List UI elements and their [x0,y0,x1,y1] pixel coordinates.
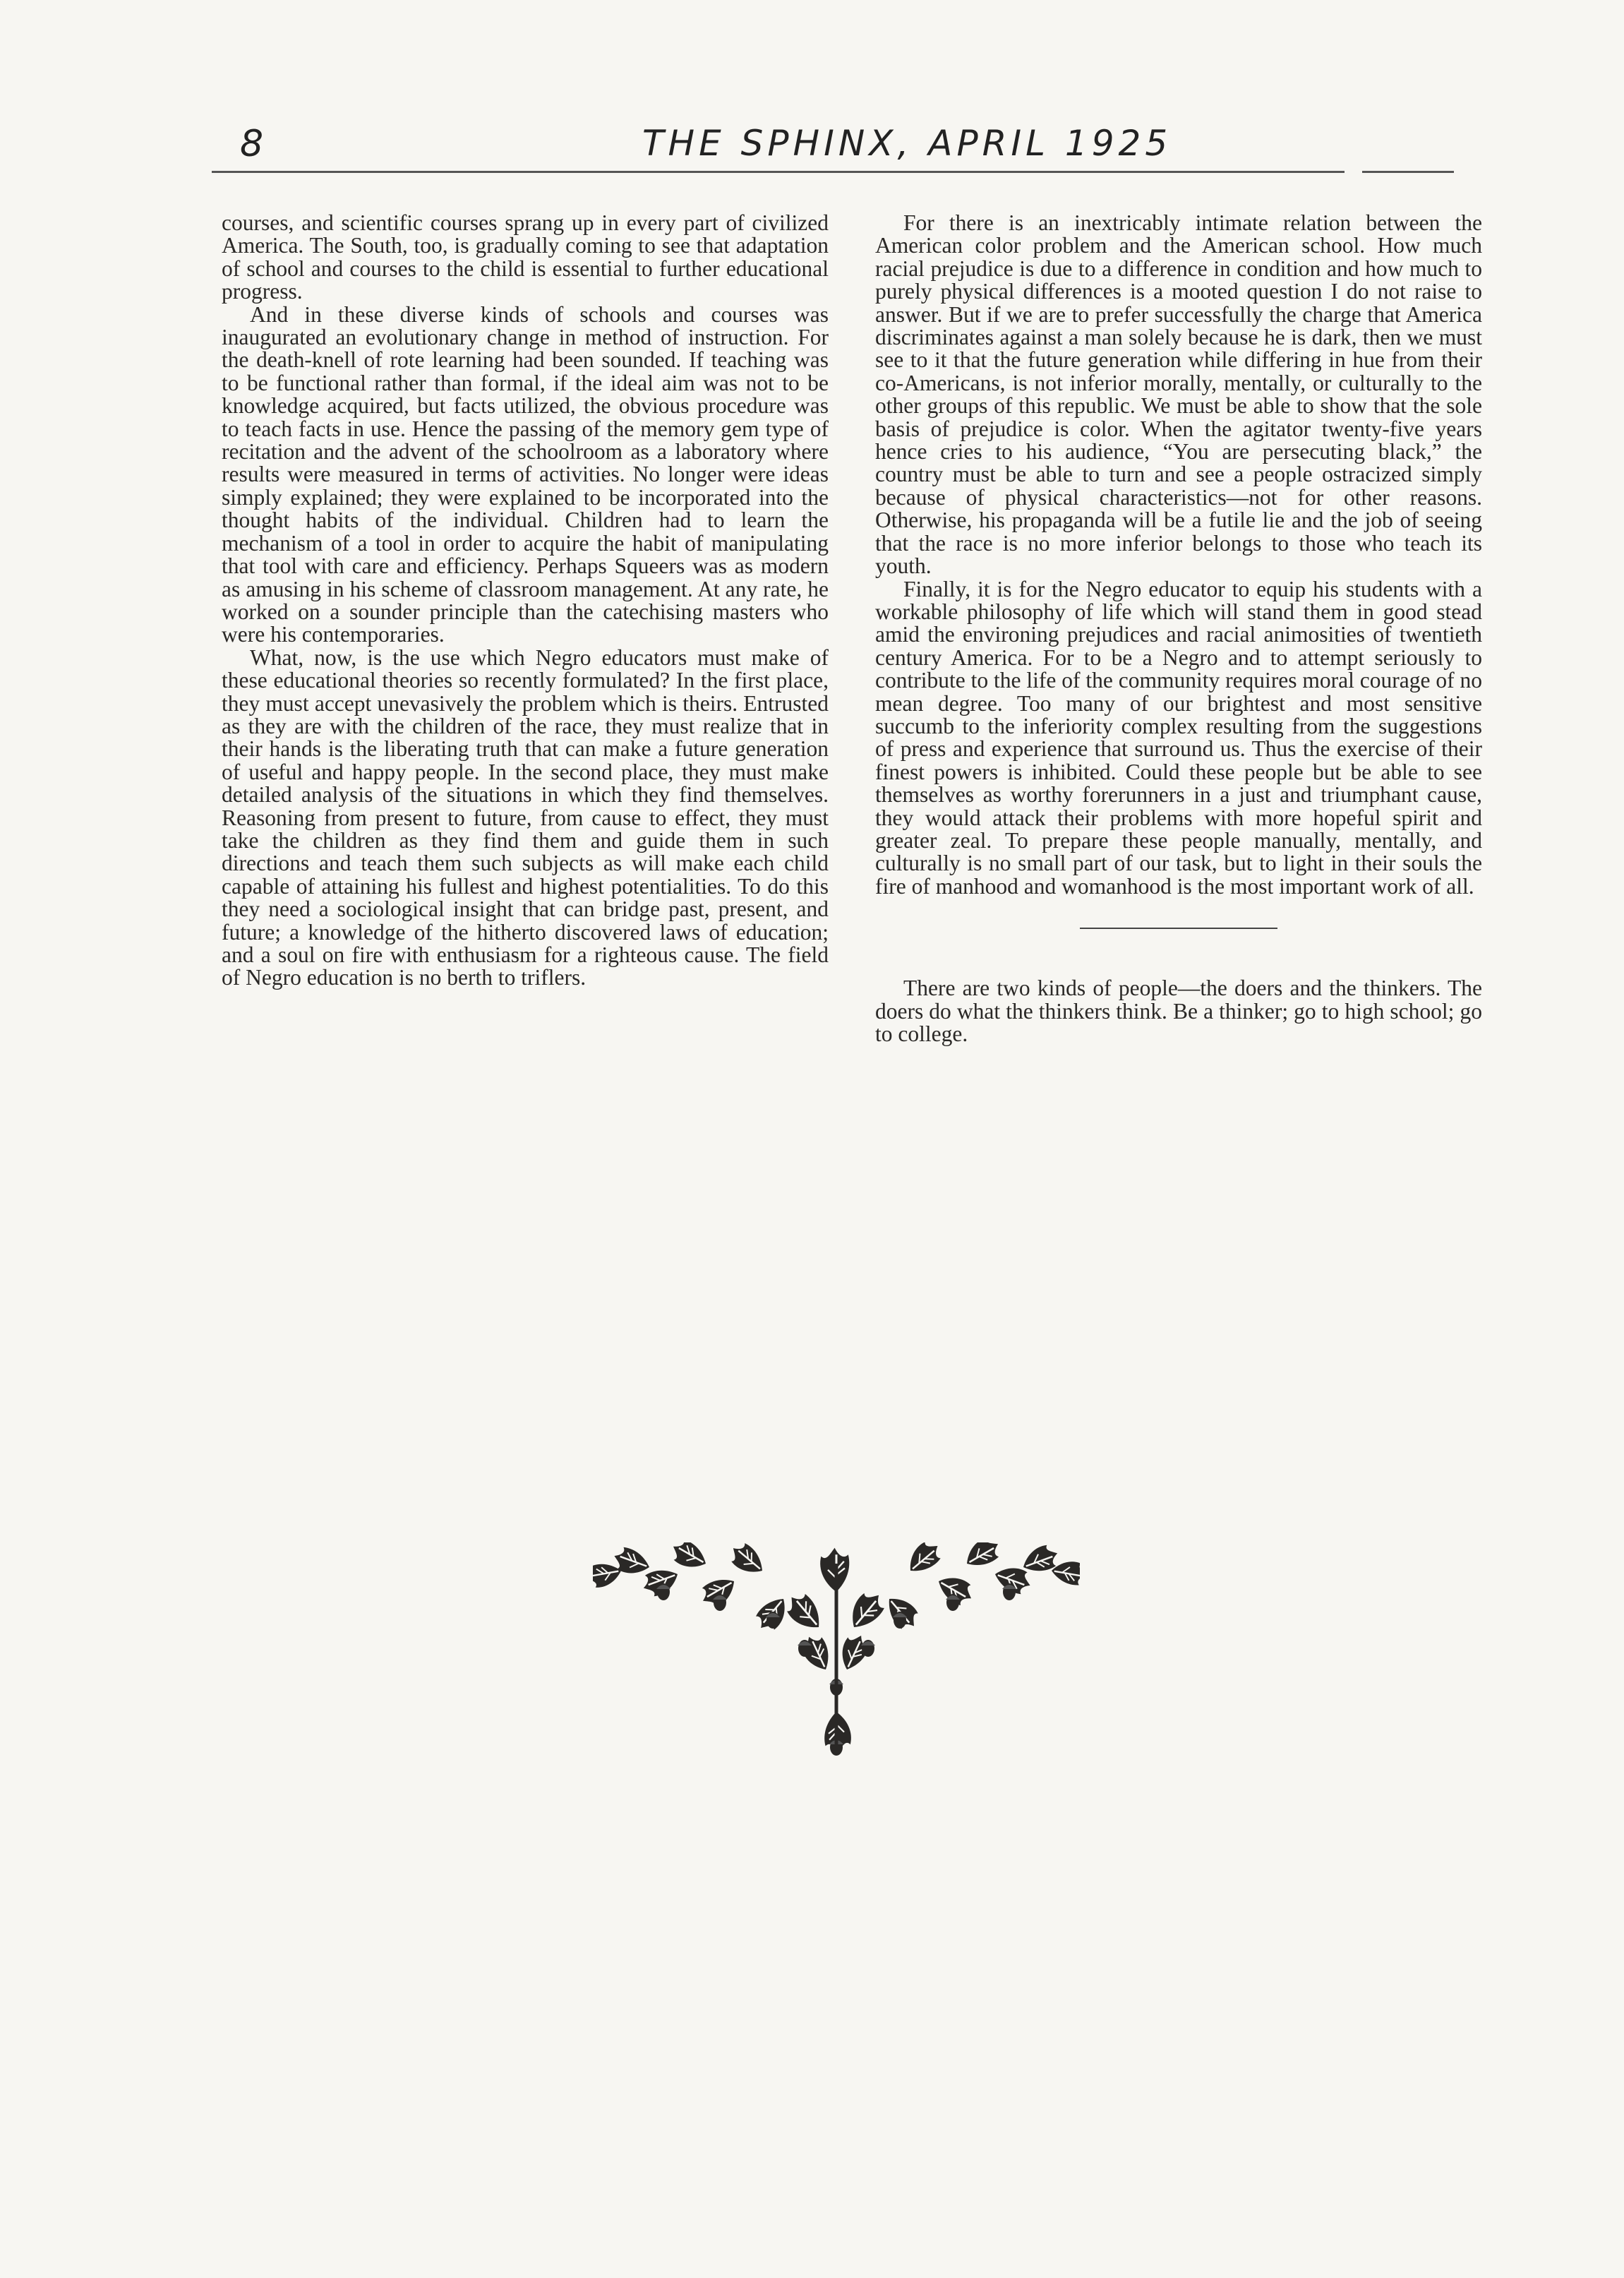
paragraph: For there is an inextricably intimate relation between the American color problem and the American school. How much racial prejudice is due to a difference in condition and how much to purely physical differences is a mooted question I do not raise to answer. But if we are to prefer successfully the charge that America discriminates against a man solely because he is dark, then we must see to it that the future generation while differing in hue from their co-Americans, is not inferior morally, mentally, or culturally to the other groups of this republic. We must be able to show that the sole basis of prejudice is color. When the agitator twenty-five years hence cries to his audience, “You are persecuting black,” the country must be able to turn and see a people ostracized simply because of physical characteristics—not for other reasons. Otherwise, his propaganda will be a futile lie and the job of seeing that the race is no more inferior belongs to those who teach its youth. [875,210,1482,579]
paragraph: And in these diverse kinds of schools and courses was inaugurated an evolutionary change in method of instruction. For the death-knell of rote learning had been sounded. If teaching was to be functional rather than formal, if the ideal aim was not to be knowledge acquired, but facts utilized, the obvious procedure was to teach facts in use. Hence the passing of the memory gem type of recitation and the advent of the schoolroom as a laboratory where results were measured in terms of activities. No longer were ideas simply explained; they were explained to be incorporated into the thought habits of the individual. Children had to learn the mechanism of a tool in order to acquire the habit of manipulating that tool with care and efficiency. Perhaps Squeers was as modern as amusing in his scheme of classroom management. At any rate, he worked on a sounder principle than the catechising masters who were his contemporaries. [222,301,829,647]
header-rule-end [1362,171,1454,173]
ornament-right-branch [881,1542,1080,1634]
decorative-oak-leaf-ornament [593,1542,1080,1772]
ornament-center-stem [781,1548,889,1756]
ornament-left-branch [593,1542,794,1636]
section-divider [1080,928,1277,929]
left-column [222,212,829,990]
paragraph: courses, and scientific courses sprang up in every part of civilized America. The South, too, is gradually coming to see that adaptation of school and courses to the child is essential to further educational progress. [222,210,829,304]
header-rule [212,171,1345,173]
page-number: 8 [240,123,264,165]
right-column [875,212,1482,1045]
filler-paragraph: There are two kinds of people—the doers and the thinkers. The doers do what the thinkers think. Be a thinker; go to high school; go to college. [875,976,1482,1046]
paragraph: What, now, is the use which Negro educators must make of these educational theories so recently formulated? In the first place, they must accept unevasively the problem which is theirs. Entrusted as they are with the children of the race, they must realize that in their hands is the liberating truth that can make a future generation of useful and happy people. In the second place, they must make detailed analysis of the situations in which they find themselves. Reasoning from present to future, from cause to effect, they must take the children as they find them and guide them in such directions and teach them such subjects as will make each child capable of attaining his fullest and highest potentialities. To do this they need a sociological insight that can bridge past, present, and future; a knowledge of the hitherto discovered laws of education; and a soul on fire with enthusiasm for a righteous cause. The field of Negro education is no berth to triflers. [222,645,829,990]
paragraph: Finally, it is for the Negro educator to equip his students with a workable philosophy of life which will stand them in good stead amid the environing prejudices and racial animosities of twentieth century America. For to be a Negro and to attempt seriously to contribute to the life of the community requires moral courage of no mean degree. Too many of our brightest and most sensitive succumb to the inferiority complex resulting from the suggestions of press and experience that surround us. Thus the exercise of their finest powers is inhibited. Could these people but be able to see themselves as worthy forerunners in a just and triumphant cause, they would attack their problems with more hopeful spirit and greater zeal. To prepare these people manually, mentally, and culturally is no small part of our task, but to light in their souls the fire of manhood and womanhood is the most important work of all. [875,576,1482,899]
page-header [212,120,1454,176]
running-title: THE SPHINX, APRIL 1925 [642,123,1172,164]
